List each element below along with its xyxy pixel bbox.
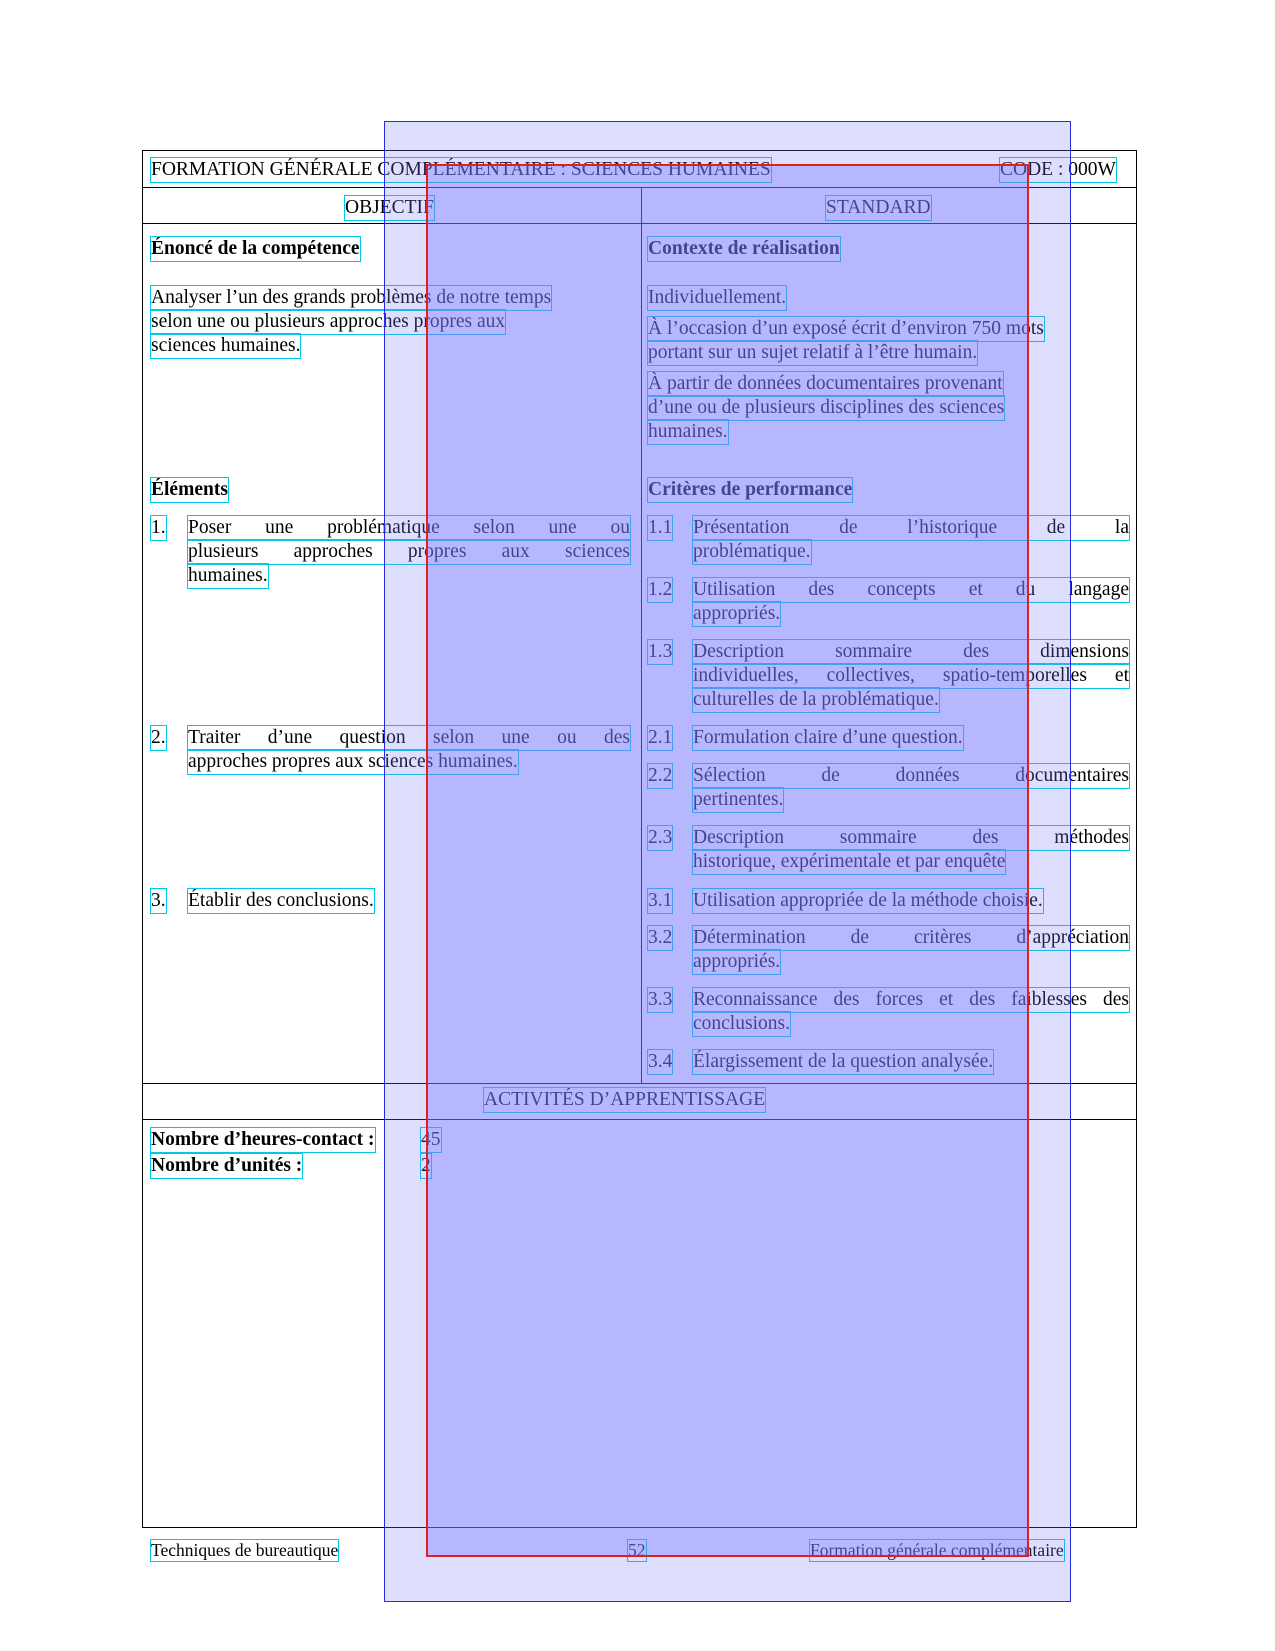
element-line: Poser une problématique selon une ou: [188, 517, 630, 538]
critere-line: pertinentes.: [693, 789, 784, 810]
heures-value: 45: [421, 1129, 441, 1150]
contexte-line: Individuellement.: [648, 287, 787, 308]
critere-number: 2.2: [648, 765, 673, 786]
divider: [143, 223, 1136, 224]
contexte-line: À l’occasion d’un exposé écrit d’environ 750 mots: [648, 318, 1044, 339]
critere-line: Présentation de l’historique de la: [693, 517, 1129, 538]
course-code: CODE : 000W: [1000, 159, 1116, 180]
contexte-line: À partir de données documentaires provenant: [648, 373, 1003, 394]
critere-number: 1.1: [648, 517, 673, 538]
critere-number: 3.3: [648, 989, 673, 1010]
page-title: FORMATION GÉNÉRALE COMPLÉMENTAIRE : SCIENCES HUMAINES: [151, 159, 771, 180]
divider: [143, 1083, 1136, 1084]
element-number: 2.: [151, 727, 166, 748]
unites-value: 2: [421, 1155, 431, 1176]
column-divider: [641, 187, 642, 1083]
critere-number: 2.1: [648, 727, 673, 748]
enonce-line: sciences humaines.: [151, 335, 301, 356]
column-header-standard: STANDARD: [826, 197, 931, 218]
critere-line: Sélection de données documentaires: [693, 765, 1129, 786]
enonce-line: selon une ou plusieurs approches propres aux: [151, 311, 506, 332]
critere-line: Description sommaire des méthodes: [693, 827, 1129, 848]
critere-line: problématique.: [693, 541, 811, 562]
enonce-heading: Énoncé de la compétence: [151, 238, 360, 259]
critere-line: Détermination de critères d’appréciation: [693, 927, 1129, 948]
element-line: approches propres aux sciences humaines.: [188, 751, 518, 772]
critere-line: conclusions.: [693, 1013, 790, 1034]
element-number: 3.: [151, 890, 166, 911]
element-number: 1.: [151, 517, 166, 538]
heures-label: Nombre d’heures-contact :: [151, 1129, 375, 1150]
critere-line: Description sommaire des dimensions: [693, 641, 1129, 662]
critere-number: 3.2: [648, 927, 673, 948]
critere-line: individuelles, collectives, spatio-temporelles et: [693, 665, 1129, 686]
enonce-line: Analyser l’un des grands problèmes de notre temps: [151, 287, 552, 308]
contexte-heading: Contexte de réalisation: [648, 238, 840, 259]
element-line: Traiter d’une question selon une ou des: [188, 727, 630, 748]
critere-number: 1.3: [648, 641, 673, 662]
critere-line: Élargissement de la question analysée.: [693, 1051, 994, 1072]
critere-line: Utilisation appropriée de la méthode choisie.: [693, 890, 1043, 911]
criteres-heading: Critères de performance: [648, 479, 853, 500]
element-line: plusieurs approches propres aux sciences: [188, 541, 630, 562]
contexte-line: d’une ou de plusieurs disciplines des sciences: [648, 397, 1005, 418]
critere-line: appropriés.: [693, 603, 781, 624]
critere-line: Reconnaissance des forces et des faiblesses des: [693, 989, 1129, 1010]
activites-heading: ACTIVITÉS D’APPRENTISSAGE: [484, 1089, 766, 1110]
element-line: Établir des conclusions.: [188, 890, 374, 911]
critere-line: Formulation claire d’une question.: [693, 727, 963, 748]
footer-left: Techniques de bureautique: [151, 1540, 339, 1560]
critere-number: 3.1: [648, 890, 673, 911]
contexte-line: humaines.: [648, 421, 728, 442]
column-header-objectif: OBJECTIF: [345, 197, 434, 218]
critere-line: appropriés.: [693, 951, 781, 972]
page-number: 52: [628, 1540, 646, 1560]
critere-line: historique, expérimentale et par enquête: [693, 851, 1006, 872]
element-line: humaines.: [188, 565, 268, 586]
divider: [143, 187, 1136, 188]
critere-line: Utilisation des concepts et du langage: [693, 579, 1129, 600]
footer-right: Formation générale complémentaire: [810, 1540, 1064, 1560]
elements-heading: Éléments: [151, 479, 228, 500]
critere-line: culturelles de la problématique.: [693, 689, 939, 710]
unites-label: Nombre d’unités :: [151, 1155, 303, 1176]
contexte-line: portant sur un sujet relatif à l’être humain.: [648, 342, 978, 363]
critere-number: 1.2: [648, 579, 673, 600]
critere-number: 3.4: [648, 1051, 673, 1072]
critere-number: 2.3: [648, 827, 673, 848]
divider: [143, 1119, 1136, 1120]
